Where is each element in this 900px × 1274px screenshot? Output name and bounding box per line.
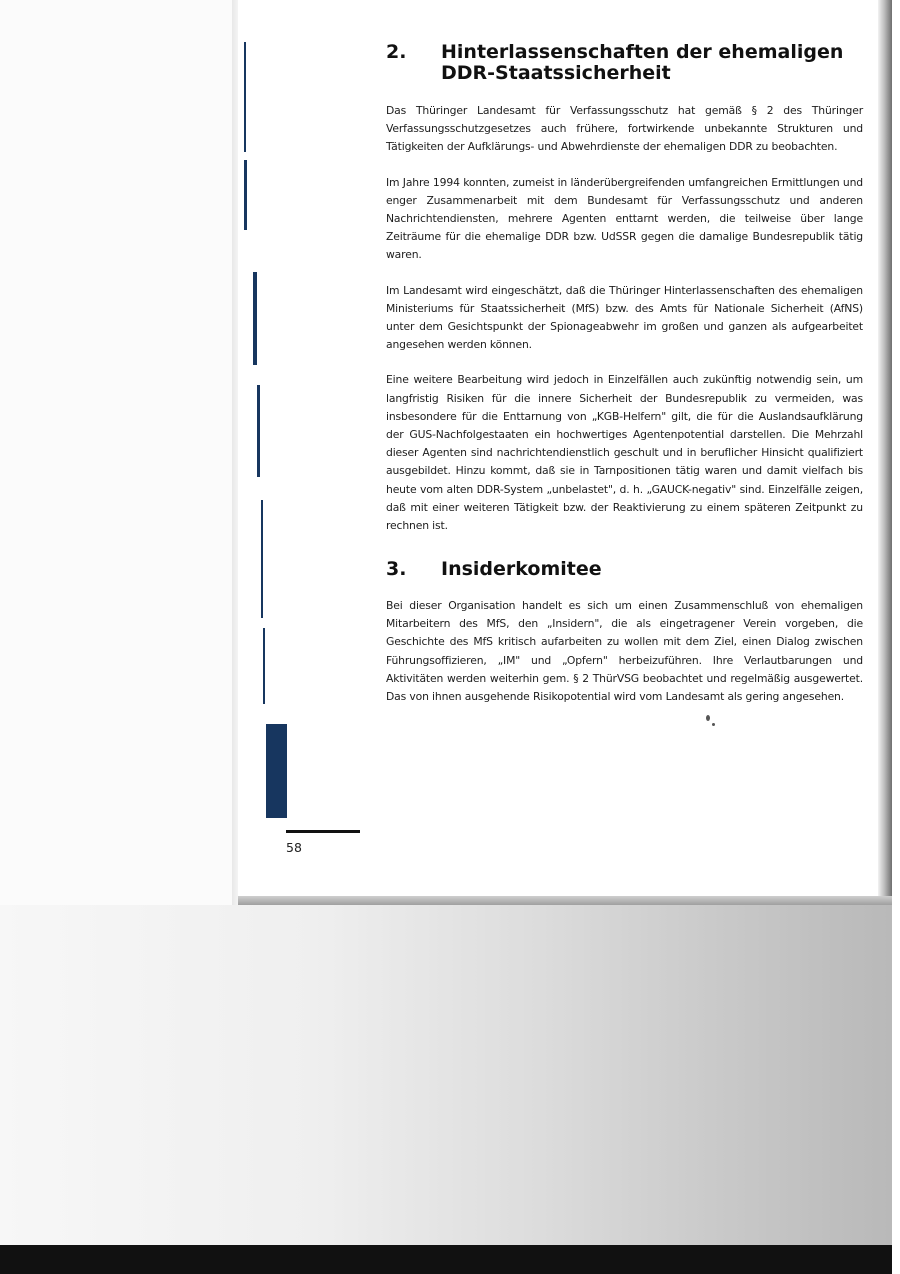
margin-mark bbox=[244, 160, 247, 230]
section-2-heading bbox=[386, 42, 863, 84]
section-number: 3. bbox=[386, 558, 407, 580]
section-3-heading bbox=[386, 559, 863, 580]
section-title: Insiderkomitee bbox=[441, 558, 602, 580]
paragraph: Bei dieser Organisation handelt es sich um einen Zusammenschluß von ehemaligen Mitarbeitern des MfS, den „Insidern", die als eingetragener Verein vorgeben, die Geschichte des MfS kritisch aufarbeiten zu wollen mit dem Ziel, einen Dialog zwischen Führungsoffizieren, „IM" und „Opfern" herbeizuführen. Ihre Verlautbarungen und Aktivitäten werden weiterhin gem. § 2 ThürVSG beobachtet und regelmäßig ausgewertet. Das von ihnen ausgehende Risikopotential wird vom Landesamt als gering angesehen. bbox=[386, 599, 863, 704]
margin-mark bbox=[253, 272, 257, 365]
section-title-line1: Hinterlassenschaften der ehemaligen bbox=[441, 41, 844, 63]
paragraph: Im Jahre 1994 konnten, zumeist in länderübergreifenden umfangreichen Ermittlungen und enger Zusammenarbeit mit dem Bundesamt für Verfassungsschutz und anderen Nachrichtendiensten, mehrere Agenten enttarnt werden, die teilweise über lange Zeiträume für die ehemalige DDR bzw. UdSSR gegen die damalige Bundesrepublik tätig waren. bbox=[386, 175, 863, 262]
margin-mark bbox=[257, 385, 260, 477]
paragraph: Eine weitere Bearbeitung wird jedoch in Einzelfällen auch zukünftig notwendig sein, um langfristig Risiken für die innere Sicherheit der Bundesrepublik zu vermeiden, was insbesondere für die Enttarnung von „KGB-Helfern" gilt, die für die Auslandsaufklärung der GUS-Nachfolgestaaten ein hochwertiges Agentenpotential darstellen. Die Mehrzahl dieser Agenten sind nachrichtendienstlich geschult und in beruflicher Hinsicht qualifiziert ausgebildet. Hinzu kommt, daß sie in Tarnpositionen tätig waren und damit vielfach bis heute vom alten DDR-System „unbelastet", d. h. „GAUCK-negativ" sind. Einzelfälle zeigen, daß mit einer weiteren Tätigkeit bzw. der Reaktivierung zu einem späteren Zeitpunkt zu rechnen ist. bbox=[386, 373, 863, 533]
scan-right-strip bbox=[892, 0, 900, 1274]
margin-mark-block bbox=[266, 724, 287, 818]
section-number: 2. bbox=[386, 41, 407, 63]
scanner-bottom-band bbox=[0, 1245, 900, 1274]
paragraph: Im Landesamt wird eingeschätzt, daß die Thüringer Hinterlassenschaften des ehemaligen Ministeriums für Staatssicherheit (MfS) bzw. des Amts für Nationale Sicherheit (AfNS) unter dem Gesichtspunkt der Spionageabwehr im großen und ganzen als aufgearbeitet angesehen werden können. bbox=[386, 283, 863, 352]
page-number: 58 bbox=[286, 840, 302, 855]
page-right-edge bbox=[878, 0, 892, 905]
section-3 bbox=[386, 559, 863, 723]
section-2 bbox=[386, 42, 863, 535]
page-number-rule bbox=[286, 830, 360, 833]
scan-speck bbox=[712, 723, 715, 726]
section-title-line2: DDR-Staatssicherheit bbox=[441, 62, 671, 84]
scan-speck bbox=[706, 715, 710, 721]
paragraph: Das Thüringer Landesamt für Verfassungsschutz hat gemäß § 2 des Thüringer Verfassungsschutzgesetzes auch frühere, fortwirkende unbekannte Strukturen und Tätigkeiten der Aufklärungs- und Abwehrdienste der ehemaligen DDR zu beobachten. bbox=[386, 104, 863, 154]
scan-left-margin bbox=[0, 0, 236, 905]
document-content bbox=[386, 41, 863, 704]
margin-mark bbox=[244, 42, 246, 152]
margin-mark bbox=[263, 628, 265, 704]
scanner-background bbox=[0, 905, 900, 1245]
margin-mark bbox=[261, 500, 263, 618]
